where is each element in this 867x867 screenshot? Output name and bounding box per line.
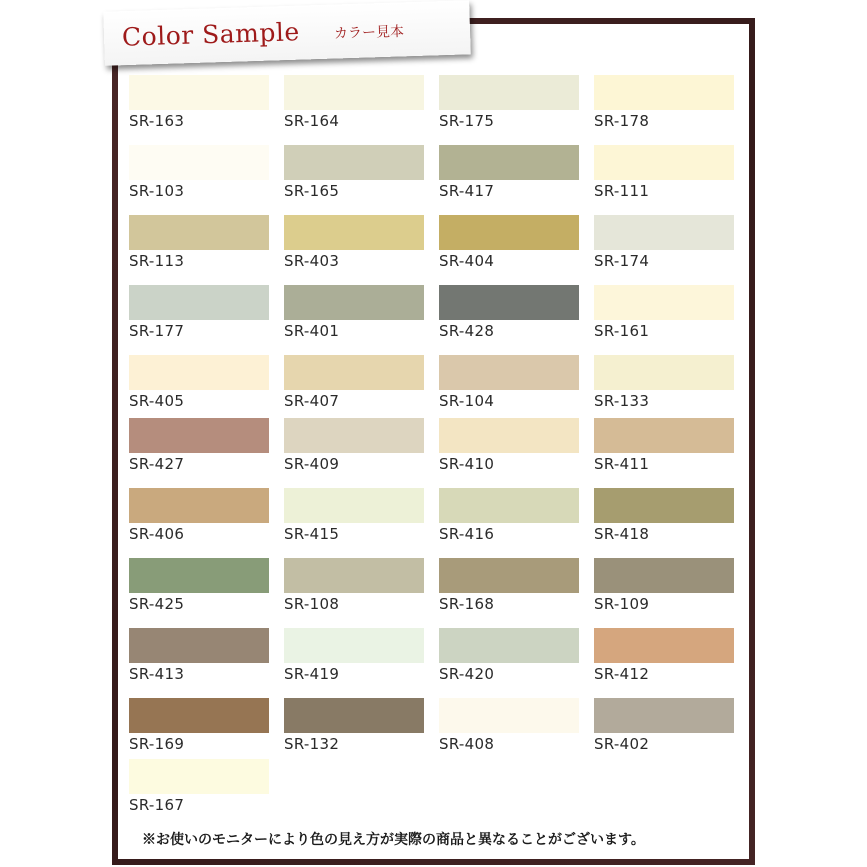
swatch-code-label: SR-418 [594, 525, 650, 543]
color-swatch-sr-418 [594, 488, 734, 523]
swatch-code-label: SR-163 [129, 112, 185, 130]
swatch-code-label: SR-405 [129, 392, 185, 410]
color-swatch-sr-404 [439, 215, 579, 250]
monitor-color-notice: ※お使いのモニターにより色の見え方が実際の商品と異なることがございます。 [142, 832, 645, 848]
color-swatch-sr-427 [129, 418, 269, 453]
swatch-code-label: SR-103 [129, 182, 185, 200]
swatch-code-label: SR-403 [284, 252, 340, 270]
color-swatch-sr-169 [129, 698, 269, 733]
color-swatch-sr-111 [594, 145, 734, 180]
color-swatch-sr-109 [594, 558, 734, 593]
color-swatch-sr-413 [129, 628, 269, 663]
swatch-code-label: SR-175 [439, 112, 495, 130]
swatch-code-label: SR-402 [594, 735, 650, 753]
color-swatch-sr-403 [284, 215, 424, 250]
swatch-code-label: SR-409 [284, 455, 340, 473]
color-swatch-sr-416 [439, 488, 579, 523]
color-swatch-sr-108 [284, 558, 424, 593]
color-swatch-sr-163 [129, 75, 269, 110]
swatch-code-label: SR-410 [439, 455, 495, 473]
swatch-code-label: SR-161 [594, 322, 650, 340]
swatch-code-label: SR-113 [129, 252, 185, 270]
swatch-code-label: SR-169 [129, 735, 185, 753]
swatch-code-label: SR-417 [439, 182, 495, 200]
swatch-code-label: SR-133 [594, 392, 650, 410]
swatch-code-label: SR-428 [439, 322, 495, 340]
swatch-code-label: SR-109 [594, 595, 650, 613]
color-swatch-sr-408 [439, 698, 579, 733]
color-swatch-sr-177 [129, 285, 269, 320]
color-swatch-sr-419 [284, 628, 424, 663]
color-swatch-sr-406 [129, 488, 269, 523]
color-swatch-sr-164 [284, 75, 424, 110]
color-swatch-sr-405 [129, 355, 269, 390]
color-swatch-sr-402 [594, 698, 734, 733]
swatch-code-label: SR-420 [439, 665, 495, 683]
swatch-code-label: SR-108 [284, 595, 340, 613]
swatch-code-label: SR-104 [439, 392, 495, 410]
swatch-code-label: SR-165 [284, 182, 340, 200]
page-title: Color Sample [121, 17, 301, 52]
color-swatch-sr-417 [439, 145, 579, 180]
color-swatch-sr-409 [284, 418, 424, 453]
color-swatch-sr-407 [284, 355, 424, 390]
color-swatch-sr-133 [594, 355, 734, 390]
color-swatch-sr-401 [284, 285, 424, 320]
swatch-code-label: SR-407 [284, 392, 340, 410]
swatch-code-label: SR-401 [284, 322, 340, 340]
color-swatch-sr-411 [594, 418, 734, 453]
color-swatch-sr-113 [129, 215, 269, 250]
swatch-code-label: SR-412 [594, 665, 650, 683]
swatch-code-label: SR-167 [129, 796, 185, 814]
swatch-code-label: SR-408 [439, 735, 495, 753]
color-swatch-sr-415 [284, 488, 424, 523]
swatch-code-label: SR-168 [439, 595, 495, 613]
swatch-code-label: SR-174 [594, 252, 650, 270]
color-swatch-sr-410 [439, 418, 579, 453]
color-swatch-sr-165 [284, 145, 424, 180]
color-swatch-sr-103 [129, 145, 269, 180]
swatch-code-label: SR-406 [129, 525, 185, 543]
color-swatch-sr-161 [594, 285, 734, 320]
swatch-code-label: SR-416 [439, 525, 495, 543]
swatch-code-label: SR-415 [284, 525, 340, 543]
color-swatch-sr-420 [439, 628, 579, 663]
color-swatch-sr-178 [594, 75, 734, 110]
color-swatch-sr-174 [594, 215, 734, 250]
color-swatch-sr-425 [129, 558, 269, 593]
swatch-code-label: SR-111 [594, 182, 650, 200]
swatch-code-label: SR-411 [594, 455, 650, 473]
swatch-code-label: SR-404 [439, 252, 495, 270]
swatch-code-label: SR-413 [129, 665, 185, 683]
swatch-code-label: SR-164 [284, 112, 340, 130]
color-swatch-sr-412 [594, 628, 734, 663]
page-subtitle: カラー見本 [333, 23, 405, 43]
swatch-code-label: SR-177 [129, 322, 185, 340]
swatch-code-label: SR-419 [284, 665, 340, 683]
color-swatch-sr-428 [439, 285, 579, 320]
color-swatch-sr-175 [439, 75, 579, 110]
color-swatch-sr-132 [284, 698, 424, 733]
swatch-code-label: SR-178 [594, 112, 650, 130]
swatch-code-label: SR-132 [284, 735, 340, 753]
color-swatch-sr-104 [439, 355, 579, 390]
swatch-code-label: SR-425 [129, 595, 185, 613]
swatch-code-label: SR-427 [129, 455, 185, 473]
color-swatch-sr-167 [129, 759, 269, 794]
color-swatch-sr-168 [439, 558, 579, 593]
